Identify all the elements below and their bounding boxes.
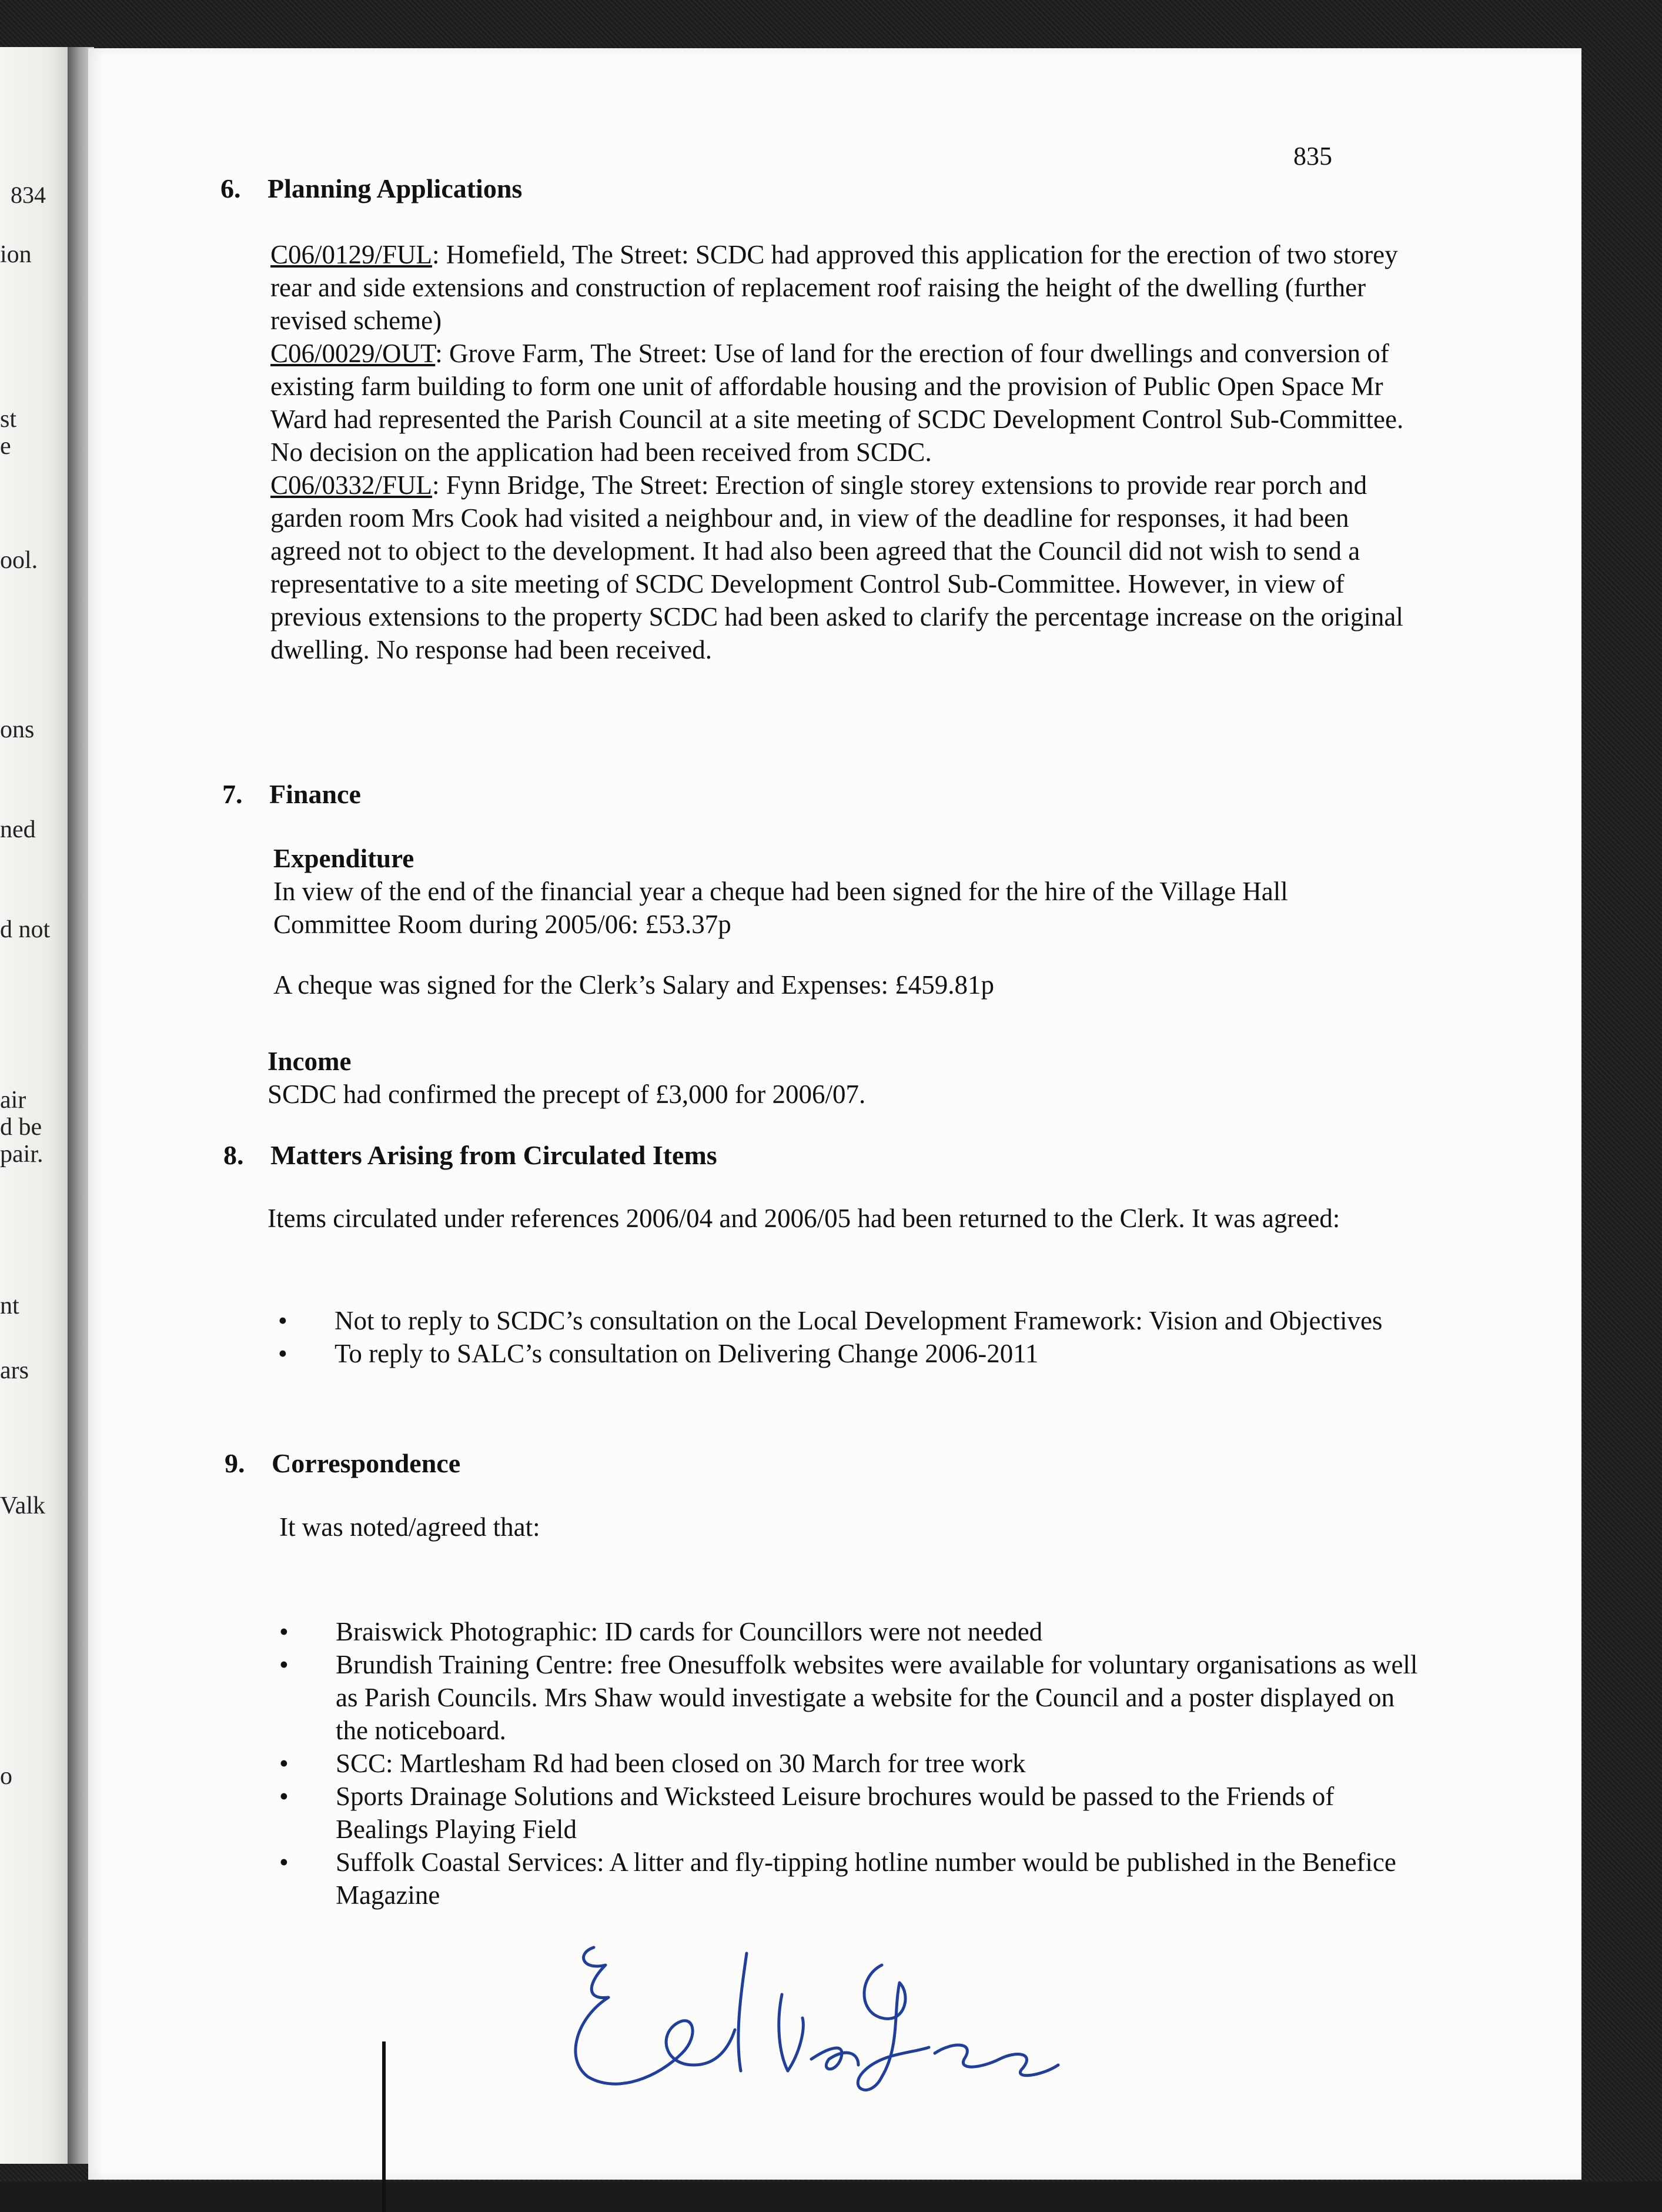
previous-page-fragment: o bbox=[0, 1763, 12, 1790]
section-number: 9. bbox=[225, 1448, 245, 1478]
list-item-text: Braiswick Photographic: ID cards for Councillors were not needed bbox=[336, 1617, 1043, 1646]
income-heading: Income bbox=[267, 1047, 352, 1076]
cheque-text: A cheque was signed for the Clerk’s Salary and Expenses: £459.81p bbox=[273, 970, 994, 1000]
application-reference: C06/0332/FUL bbox=[270, 470, 433, 500]
application-text: : Grove Farm, The Street: Use of land for the erection of four dwellings and conversion of existing farm building to form one unit of affordable housing and the provision of Public Open Space Mr Ward had represented the Parish Council at a site meeting of SCDC Development Control Sub-Committee. No decision on the application had been received from SCDC. bbox=[270, 339, 1404, 467]
list-item-text: Not to reply to SCDC’s consultation on the Local Development Framework: Vision and Objectives bbox=[335, 1306, 1383, 1335]
list-item-text: Sports Drainage Solutions and Wicksteed Leisure brochures would be passed to the Friends of Bealings Playing Field bbox=[336, 1782, 1335, 1844]
application-text: : Homefield, The Street: SCDC had approved this application for the erection of two storey rear and side extensions and construction of replacement roof raising the height of the dwelling (further revised scheme) bbox=[270, 240, 1398, 335]
section-title: Finance bbox=[269, 779, 361, 809]
bullet-icon: • bbox=[278, 1306, 287, 1335]
bullet-icon: • bbox=[279, 1650, 289, 1679]
previous-page-fragment: ool. bbox=[0, 547, 38, 574]
section-heading-correspondence bbox=[225, 1448, 460, 1479]
section-heading-finance bbox=[222, 778, 361, 810]
application-reference: C06/0029/OUT bbox=[270, 339, 436, 368]
correspondence-intro-text: It was noted/agreed that: bbox=[279, 1512, 540, 1542]
previous-page-fragment: ned bbox=[0, 816, 36, 843]
income-block bbox=[267, 1045, 1402, 1111]
previous-page-fragment: air d be pair. bbox=[0, 1087, 44, 1168]
signature bbox=[553, 1930, 1093, 2112]
planning-item bbox=[270, 469, 1423, 666]
bullet-icon: • bbox=[279, 1847, 289, 1877]
list-item bbox=[278, 1304, 1430, 1337]
list-item-text: Brundish Training Centre: free Onesuffolk websites were available for voluntary organisations as well as Parish Councils. Mrs Shaw would investigate a website for the Council and a poster displayed on the noticeboard. bbox=[336, 1650, 1418, 1745]
application-text: : Fynn Bridge, The Street: Erection of single storey extensions to provide rear porch and garden room Mrs Cook had visited a neighbour and, in view of the deadline for responses, it had been agreed not to object to the development. It had also been agreed that the Council did not wish to send a representative to a site meeting of SCDC Development Control Sub-Committee. However, in view of previous extensions to the property SCDC had been asked to clarify the percentage increase on the original dwelling. No response had been received. bbox=[270, 470, 1403, 664]
list-item bbox=[279, 1846, 1432, 1912]
previous-page-fragment: d not bbox=[0, 916, 51, 943]
correspondence-list bbox=[279, 1615, 1432, 1912]
previous-page-fragment: ion bbox=[0, 241, 32, 268]
list-item bbox=[278, 1337, 1430, 1370]
expenditure-block bbox=[273, 842, 1408, 941]
matters-intro bbox=[267, 1202, 1420, 1235]
clerk-cheque-text bbox=[273, 968, 1408, 1001]
application-reference: C06/0129/FUL bbox=[270, 240, 433, 269]
matters-agreed-list bbox=[278, 1304, 1430, 1370]
bullet-icon: • bbox=[279, 1782, 289, 1811]
list-item bbox=[279, 1780, 1432, 1846]
bullet-icon: • bbox=[279, 1617, 289, 1646]
section-title: Planning Applications bbox=[267, 173, 523, 203]
previous-page-fragment: ars bbox=[0, 1357, 29, 1384]
list-item-text: SCC: Martlesham Rd had been closed on 30 March for tree work bbox=[336, 1749, 1026, 1778]
previous-page-edge bbox=[0, 47, 71, 2164]
bullet-icon: • bbox=[278, 1339, 287, 1368]
expenditure-text: In view of the end of the financial year a cheque had been signed for the hire of the Village Hall Committee Room during 2005/06: £53.37p bbox=[273, 877, 1288, 939]
section-heading-planning bbox=[220, 173, 522, 204]
expenditure-heading: Expenditure bbox=[273, 844, 414, 873]
signature-stroke bbox=[779, 1994, 803, 2071]
section-number: 7. bbox=[222, 779, 243, 809]
section-number: 8. bbox=[223, 1140, 244, 1170]
planning-item bbox=[270, 337, 1423, 469]
previous-page-fragment: st e bbox=[0, 406, 17, 460]
matters-intro-text: Items circulated under references 2006/04 and 2006/05 had been returned to the Clerk. It was agreed: bbox=[267, 1204, 1340, 1233]
signature-strokes bbox=[576, 1947, 1058, 2090]
section-heading-matters-arising bbox=[223, 1140, 717, 1171]
list-item-text: To reply to SALC’s consultation on Delivering Change 2006-2011 bbox=[335, 1339, 1039, 1368]
planning-applications-list bbox=[270, 238, 1423, 666]
signature-stroke bbox=[858, 1965, 929, 2090]
list-item-text: Suffolk Coastal Services: A litter and fly-tipping hotline number would be published in the Benefice Magazine bbox=[336, 1847, 1396, 1910]
correspondence-intro bbox=[279, 1511, 1396, 1543]
list-item bbox=[279, 1648, 1432, 1747]
signature-stroke bbox=[738, 1953, 747, 2071]
list-item bbox=[279, 1747, 1432, 1780]
previous-page-fragment: Valk bbox=[0, 1492, 45, 1519]
previous-page-fragment: nt bbox=[0, 1292, 19, 1319]
signature-stroke bbox=[935, 2045, 1058, 2076]
signature-stroke bbox=[811, 2048, 858, 2069]
list-item bbox=[279, 1615, 1432, 1648]
section-number: 6. bbox=[220, 173, 241, 203]
document-page bbox=[88, 48, 1581, 2180]
signature-stroke bbox=[576, 1947, 735, 2084]
income-text: SCDC had confirmed the precept of £3,000 for 2006/07. bbox=[267, 1080, 866, 1109]
previous-page-fragment: ons bbox=[0, 716, 35, 743]
page-number: 835 bbox=[1293, 142, 1332, 171]
previous-page-number: 834 bbox=[11, 182, 46, 208]
section-title: Correspondence bbox=[272, 1448, 461, 1478]
margin-pen-mark bbox=[382, 2041, 386, 2212]
section-title: Matters Arising from Circulated Items bbox=[270, 1140, 717, 1170]
bullet-icon: • bbox=[279, 1749, 289, 1778]
planning-item bbox=[270, 238, 1423, 337]
